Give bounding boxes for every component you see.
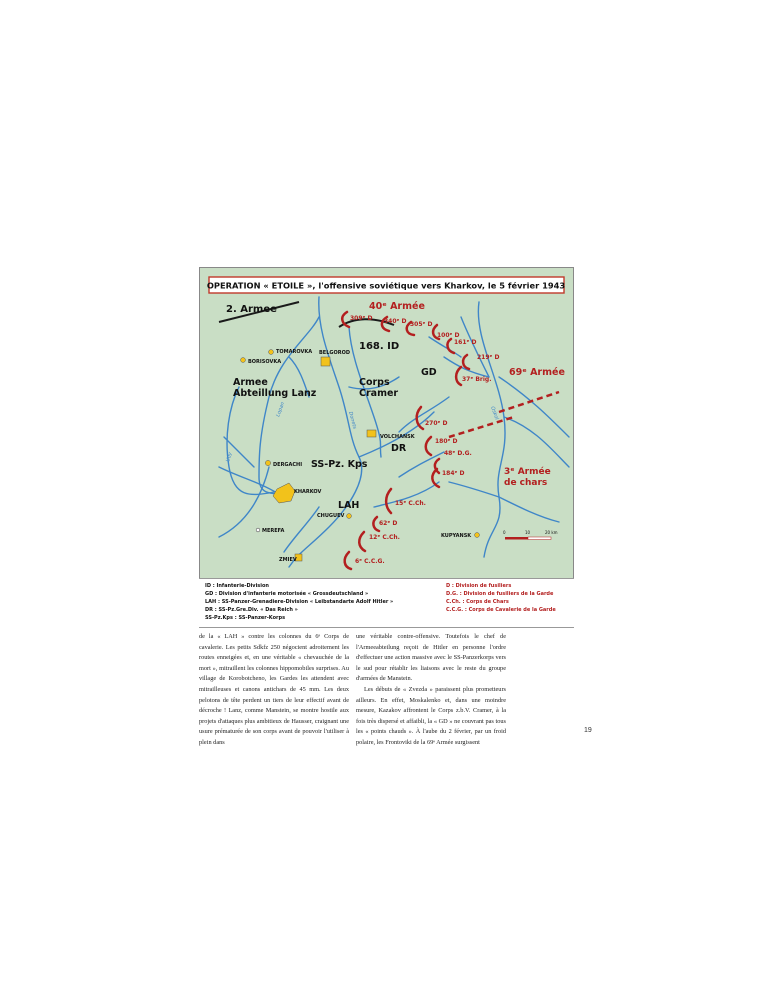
legend-item: GD : Division d'infanterie motorisée « Grossdeutschland »	[205, 591, 369, 597]
soviet-division-label: 6ᵉ C.C.G.	[355, 558, 385, 565]
town-label: VOLCHANSK	[380, 434, 415, 440]
unit-label-gd: GD	[421, 367, 437, 378]
paragraph: une véritable contre-offensive. Toutefois le chef de l'Armeeabteilung reçoit de Hitler en personne l'ordre d'effectuer une action massive avec le SS-Panzerkorps vers le sud pour rétablir les liaisons avec le reste du groupe d'armées de Manstein.	[356, 633, 506, 683]
text-column-left	[199, 632, 349, 749]
town-label: ZMIEV	[279, 557, 297, 563]
unit-label-dr: DR	[391, 443, 407, 454]
soviet-division-label: 62ᵉ D	[379, 520, 398, 527]
town-label: KUPYANSK	[441, 533, 472, 539]
paragraph: de la « LAH » contre les colonnes du 6ᵉ Corps de cavalerie. Les petits Sdkfz 250 négocient adroitement les routes enneigées et, en une véritable « chevauchée de la mort », mitraillent les colonnes hippomobiles surprises. Au village de Korobotcheno, les Gardes les attendent avec mitrailleuses et canons antichars de 45 mm. Les deux pelotons de tête perdent un tiers de leur effectif avant de décroche ! Lanz, comme Manstein, se montre hostile aux projets d'attaques plus ambitieux de Hausser, craignant une usure prématurée de son corps avant de pouvoir l'utiliser à plein dans	[199, 633, 349, 746]
town-label: BORISOVKA	[248, 359, 282, 365]
soviet-division-label: 12ᵉ C.Ch.	[369, 534, 400, 541]
legend-item: D.G. : Division de fusiliers de la Garde	[446, 591, 554, 597]
legend-german	[205, 582, 393, 622]
town-marker	[265, 460, 270, 465]
legend-soviet	[446, 582, 556, 614]
unit-label-2-armee: 2. Armee	[226, 304, 277, 315]
map-title-banner	[207, 277, 566, 293]
soviet-division-label: 37ᵉ Brig.	[462, 376, 492, 383]
soviet-army-label: 3ᵉ Armée	[504, 467, 551, 477]
legend-item: ID : Infanterie-Division	[205, 583, 269, 589]
legend-item: DR : SS-Pz.Gre.Div. « Das Reich »	[205, 607, 298, 613]
unit-label-lah: LAH	[338, 500, 360, 511]
legend-item: LAH : SS-Panzer-Grenadiere-Division « Leibstandarte Adolf Hitler »	[205, 599, 394, 605]
town-marker	[256, 528, 260, 532]
river-label: Oskol	[489, 405, 500, 421]
river-label: Donets	[347, 410, 358, 430]
soviet-division-label: 305ᵉ D	[410, 321, 433, 328]
town-marker	[347, 514, 352, 519]
soviet-division-label: 309ᵉ D	[350, 315, 373, 322]
soviet-army-label: 40ᵉ Armée	[369, 301, 425, 312]
page-number: 19	[584, 727, 592, 734]
town-label: MEREFA	[262, 528, 285, 534]
town-marker	[269, 350, 274, 355]
soviet-division-label: 270ᵉ D	[425, 420, 448, 427]
unit-label-corps-cramer: Corps	[359, 377, 390, 388]
scale-label: 0	[503, 530, 506, 535]
soviet-division-label: 184ᵉ D	[442, 470, 465, 477]
text-column-right	[356, 632, 506, 749]
soviet-division-label: 15ᵉ C.Ch.	[395, 500, 426, 507]
town-label: CHUGUEV	[317, 513, 345, 519]
soviet-division-label: 48ᵉ D.G.	[444, 450, 472, 457]
town-marker	[321, 357, 330, 366]
river-label: Lopan	[275, 401, 287, 418]
legend-item: C.Ch. : Corps de Chars	[446, 599, 509, 605]
unit-label-ss-pz-kps: SS-Pz. Kps	[311, 459, 368, 470]
scale-label: 20 km	[545, 530, 558, 535]
soviet-division-label: 219ᵉ D	[477, 354, 500, 361]
soviet-division-label: 100ᵉ D	[437, 332, 460, 339]
map-title: OPERATION « ETOILE », l'offensive soviétique vers Kharkov, le 5 février 1943	[206, 280, 566, 291]
paragraph: Les débuts de « Zvezda » paraissent plus prometteurs ailleurs. En effet, Moskalenko et, dans une moindre mesure, Kazakov affrontent le Corps z.b.V. Cramer, à la fois très dispersé et affaibli, la « GD » ne couvrant pas tous les « points chauds ». À l'aube du 2 février, par un froid polaire, les Frontoviki de la 69ᵉ Armée surgissent	[356, 685, 506, 746]
unit-label-corps-cramer: Cramer	[359, 388, 399, 399]
unit-label-armee-lanz: Armee	[233, 377, 268, 388]
soviet-army-label: de chars	[504, 478, 548, 488]
town-marker	[367, 430, 376, 437]
town-label: KHARKOV	[294, 489, 322, 495]
unit-label-armee-lanz: Abteillung Lanz	[233, 388, 317, 399]
town-marker	[475, 533, 480, 538]
soviet-division-label: 161ᵉ D	[454, 339, 477, 346]
town-label: DERGACHI	[273, 462, 303, 468]
unit-label-168-id: 168. ID	[359, 341, 400, 352]
river-label: Udy	[225, 451, 234, 463]
town-label: BELGOROD	[319, 350, 351, 356]
soviet-army-label: 69ᵉ Armée	[509, 367, 565, 378]
map-legend	[199, 578, 574, 628]
soviet-division-label: 180ᵉ D	[435, 438, 458, 445]
town-marker	[241, 358, 246, 363]
town-label: TOMAROVKA	[276, 349, 313, 355]
legend-item: SS-Pz.Kps : SS-Panzer-Korps	[205, 615, 286, 621]
scale-label: 10	[525, 530, 531, 535]
operation-etoile-map	[199, 267, 574, 580]
legend-item: D : Division de fusiliers	[446, 583, 512, 589]
legend-item: C.C.G. : Corps de Cavalerie de la Garde	[446, 607, 556, 613]
soviet-division-label: 340ᵉ D	[384, 318, 407, 325]
